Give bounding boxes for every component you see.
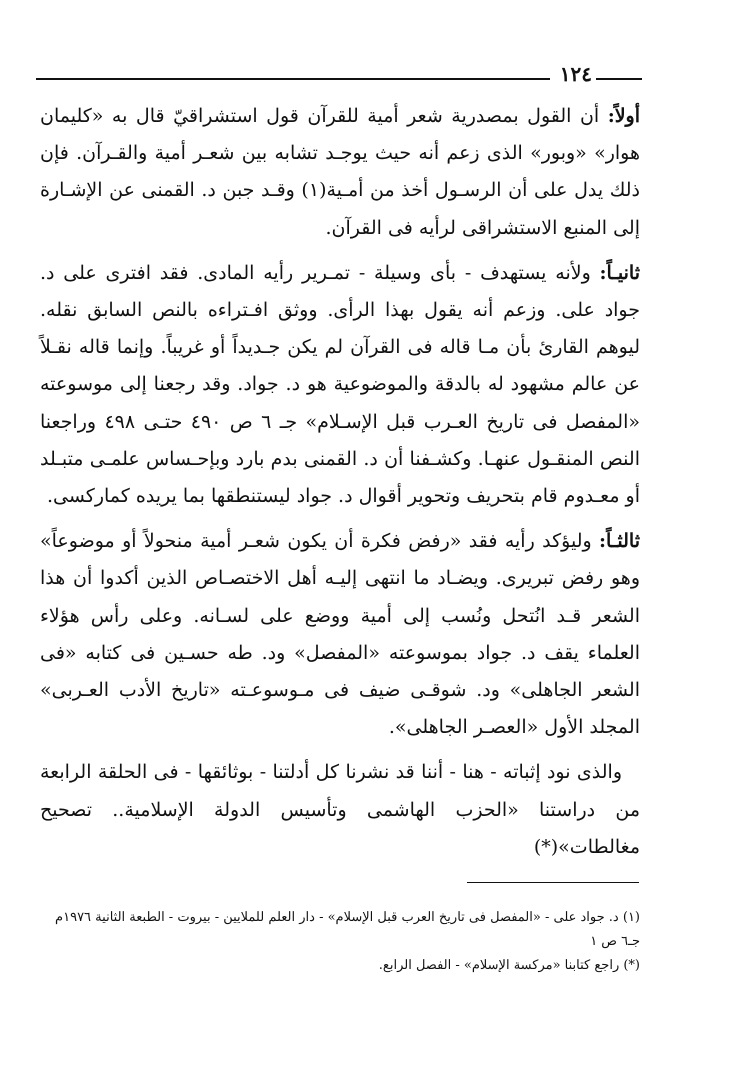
footnote-separator — [467, 882, 639, 883]
footnotes — [40, 906, 640, 978]
footnote: (١) د. جواد على - «المفصل فى تاريخ العرب قبل الإسلام» - دار العلم للملايين - بيروت - الطبعة الثانية ١٩٧٦م جـ٦ ص ١ — [55, 910, 640, 949]
paragraph-text: وليؤكد رأيه فقد «رفض فكرة أن يكون شعـر أمية منحولاً أو موضوعاً» وهو رفض تبريرى. ويضـاد ما انتهى إليـه أهل الاختصـاص الذين أكدوا أن هذا الشعر قـد انُتحل ونُسب إلى أمية ووضع على لسـانه. وعلى رأس هؤلاء العلماء يقف د. جواد بموسوعته «المفصل» ود. طه حسـين فى كتابه «فى الشعر الجاهلى» ود. شوقـى ضيف فى مـوسوعـته «تاريخ الأدب العـربى» المجلد الأول «العصـر الجاهلى». — [40, 530, 640, 739]
paragraph-text: أن القول بمصدرية شعر أمية للقرآن قول استشراقيّ قال به «كليمان هوار» «وبور» الذى زعم أنه حيث يوجـد تشابه بين شعـر أمية والقـرآن. فإن ذلك يدل على أن الرسـول أخذ من أمـية(١) وقـد جبن د. القمنى عن الإشـارة إلى المنبع الاستشراقى لرأيه فى القرآن. — [40, 105, 641, 239]
paragraph-text: ولأنه يستهدف - بأى وسيلة - تمـرير رأيه المادى. فقد افترى على د. جواد على. وزعم أنه يقول بهذا الرأى. ووثق افـتراءه بالنص السابق نقله. ليوهم القارئ بأن مـا قاله فى القرآن لم يكن جـديداً أو غريباً. وإنما قاله نقـلاً عن عالم مشهود له بالدقة والموضوعية هو د. جواد. وقد رجعنا إلى موسوعته «المفصل فى تاريخ العـرب قبل الإسـلام» جـ ٦ ص ٤٩٠ حتـى ٤٩٨ وراجعنا النص المنقـول عنهـا. وكشـفنا أن د. القمنى بدم بارد وبإحـساس علمـى متبـلد أو معـدوم قام بتحريف وتحوير أقوال د. جواد ليستنطقها بما يريده كماركسى. — [40, 261, 641, 508]
header-rule — [36, 78, 550, 80]
paragraph-second — [40, 255, 640, 515]
footnote: (*) راجع كتابنا «مركسة الإسلام» - الفصل الرابع. — [378, 958, 640, 973]
paragraph-third — [40, 523, 640, 746]
paragraph-first — [40, 98, 640, 247]
paragraph-lead: ثالثـاً: — [599, 530, 640, 553]
paragraph-fourth — [40, 754, 640, 866]
main-text — [40, 98, 640, 866]
paragraph-lead: أولاً: — [607, 105, 640, 127]
paragraph-text: والذى نود إثباته - هنا - أننا قد نشرنا كل أدلتنا - بوثائقها - فى الحلقة الرابعة من دراستنا «الحزب الهاشمى وتأسيس الدولة الإسلامية.. تصحيح مغالطات»(*) — [40, 761, 640, 858]
paragraph-lead: ثانيـاً: — [599, 261, 640, 284]
page-header — [36, 58, 642, 92]
page-number-rule — [596, 78, 642, 80]
page-number: ١٢٤ — [559, 62, 592, 86]
